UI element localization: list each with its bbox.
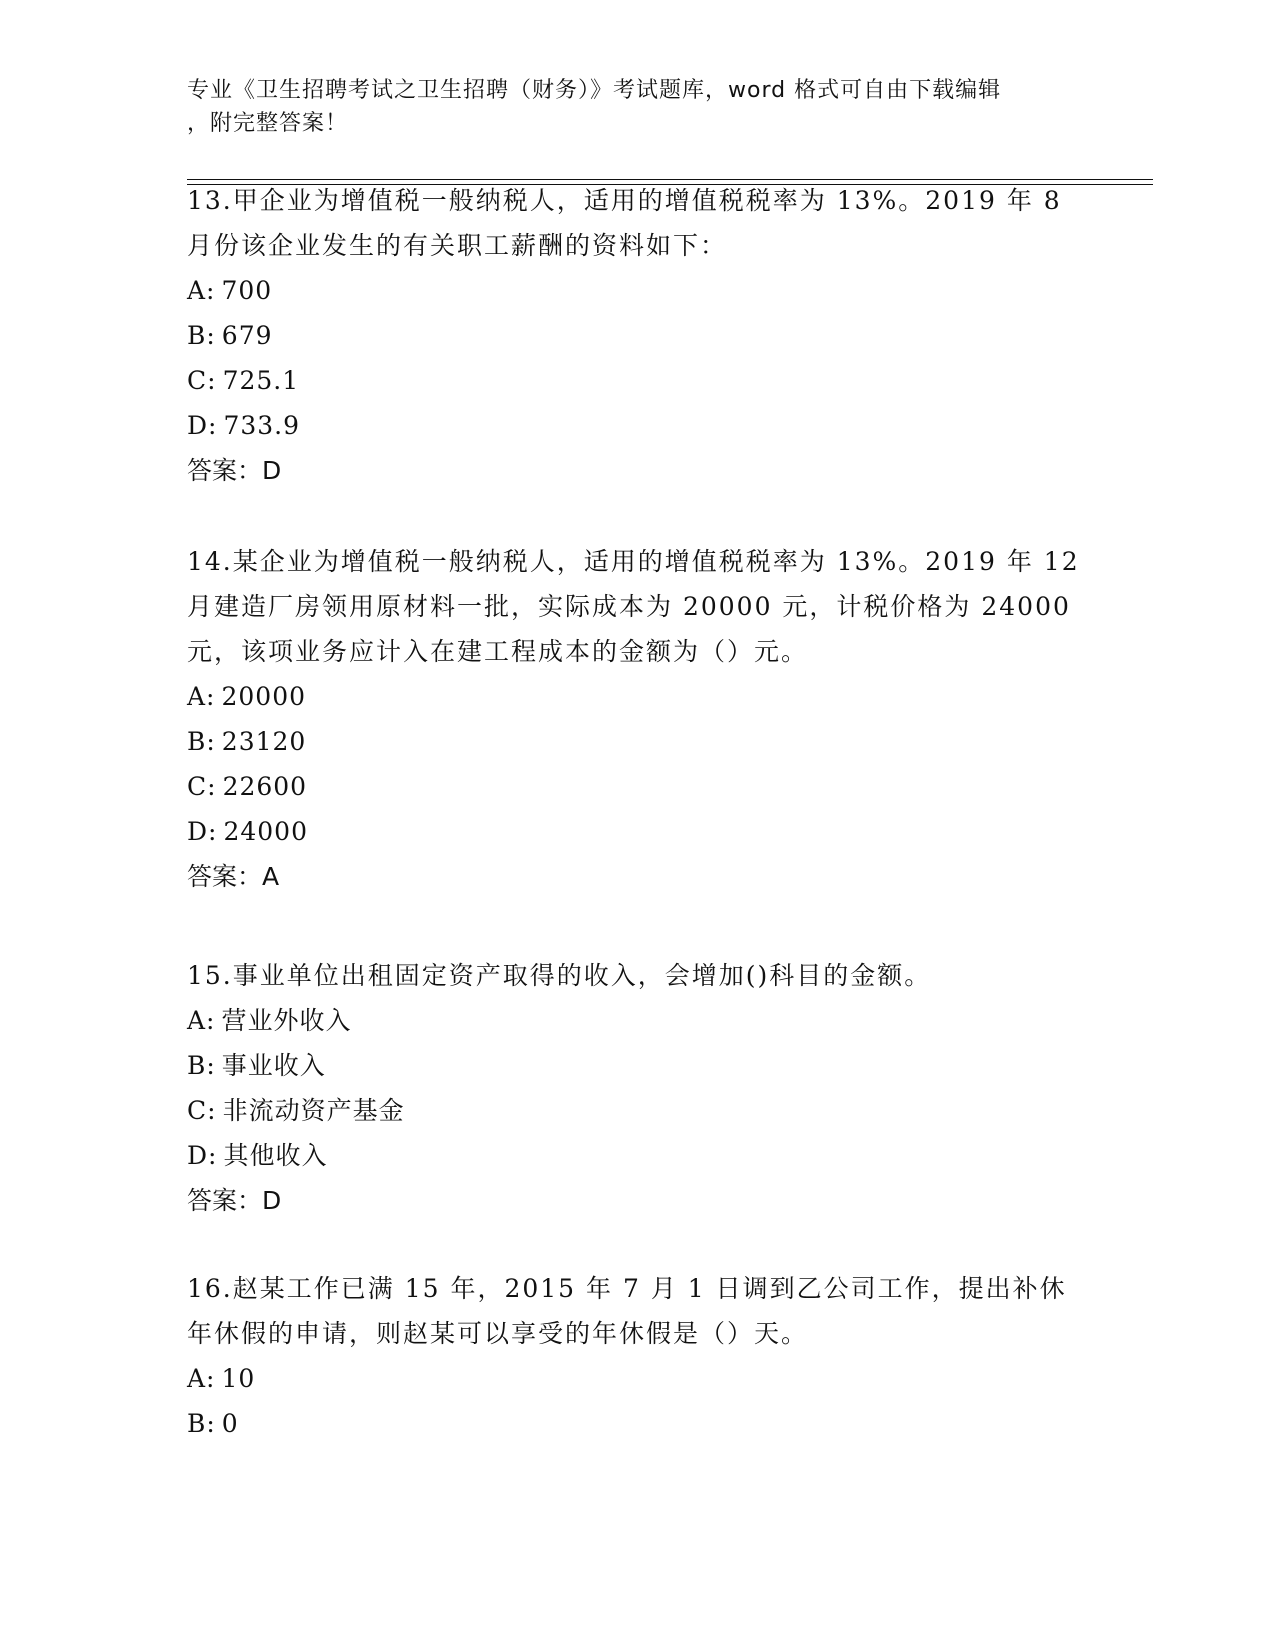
question-15 [187,953,1087,1223]
option-a [187,674,1087,719]
option-value: 营业外收入 [221,1006,352,1035]
option-b [187,1043,1087,1088]
option-value: 22600 [222,772,308,801]
option-b [187,313,1087,358]
option-key: A: [187,1006,216,1035]
option-c [187,764,1087,809]
option-a [187,268,1087,313]
option-key: A: [187,276,216,305]
option-key: B: [187,1409,216,1438]
header-line-2: ，附完整答案！ [187,111,349,136]
option-value: 23120 [221,727,307,756]
option-value: 24000 [223,817,308,846]
answer: 答案：A [187,862,280,891]
question-text-line: 月份该企业发生的有关职工薪酬的资料如下： [187,231,728,260]
header-line-1: 专业《卫生招聘考试之卫生招聘（财务）》考试题库，word 格式可自由下载编辑 [187,78,1002,103]
question-text-line: 月建造厂房领用原材料一批，实际成本为 20000 元，计税价格为 24000 [187,592,1071,621]
option-value: 事业收入 [221,1051,326,1080]
option-value: 725.1 [222,366,300,395]
answer: 答案：D [187,456,282,485]
answer: 答案：D [187,1186,282,1215]
question-14 [187,539,1087,899]
option-key: B: [187,321,216,350]
option-a [187,1356,1087,1401]
option-value: 其他收入 [223,1141,328,1170]
option-value: 10 [221,1364,256,1393]
question-text-line: 15.事业单位出租固定资产取得的收入，会增加()科目的金额。 [187,961,932,990]
question-text-line: 13.甲企业为增值税一般纳税人，适用的增值税税率为 13%。2019 年 8 [187,186,1062,215]
option-key: B: [187,727,216,756]
option-value: 733.9 [223,411,301,440]
option-d [187,809,1087,854]
question-16 [187,1266,1087,1446]
option-d [187,1133,1087,1178]
option-key: C: [187,1096,217,1125]
option-a [187,998,1087,1043]
option-value: 700 [221,276,273,305]
document-header [187,74,1067,140]
option-key: A: [187,1364,216,1393]
option-key: D: [187,817,218,846]
option-value: 20000 [221,682,307,711]
question-text-line: 14.某企业为增值税一般纳税人，适用的增值税税率为 13%。2019 年 12 [187,547,1080,576]
option-key: D: [187,411,218,440]
option-c [187,1088,1087,1133]
question-text-line: 元，该项业务应计入在建工程成本的金额为（）元。 [187,637,809,666]
option-key: D: [187,1141,218,1170]
option-b [187,1401,1087,1446]
option-d [187,403,1087,448]
option-value: 679 [221,321,273,350]
option-c [187,358,1087,403]
question-text-line: 年休假的申请，则赵某可以享受的年休假是（）天。 [187,1319,809,1348]
option-value: 非流动资产基金 [222,1096,405,1125]
question-13 [187,178,1087,493]
option-b [187,719,1087,764]
option-key: C: [187,772,217,801]
question-text-line: 16.赵某工作已满 15 年，2015 年 7 月 1 日调到乙公司工作，提出补休 [187,1274,1067,1303]
option-key: A: [187,682,216,711]
option-key: C: [187,366,217,395]
option-key: B: [187,1051,216,1080]
option-value: 0 [221,1409,239,1438]
